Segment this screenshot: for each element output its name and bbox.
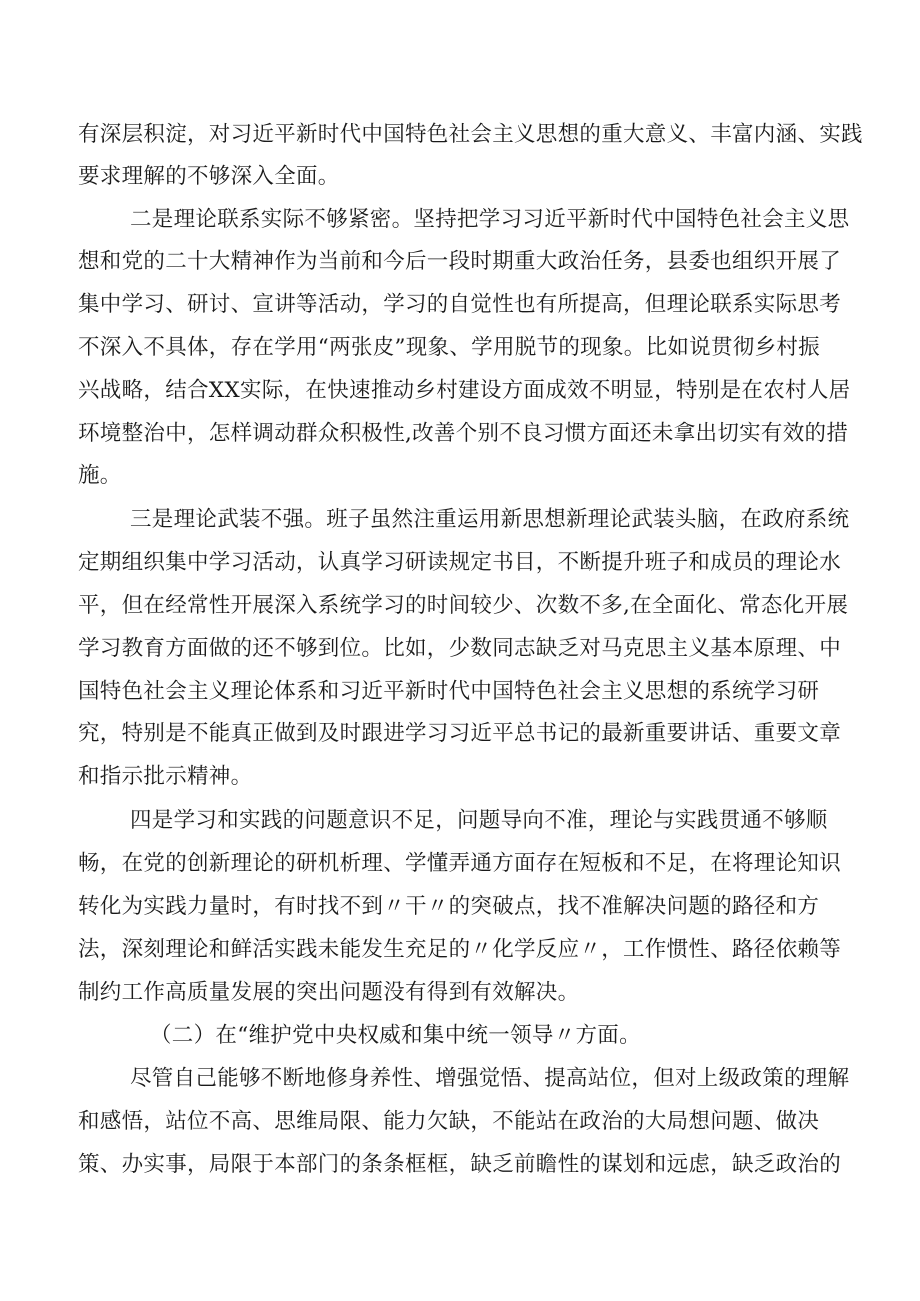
- text-line: 要求理解的不够深入全面。: [78, 164, 340, 189]
- text-line: 策、办实事，局限于本部门的条条框框，缺乏前瞻性的谋划和远虑，缺乏政治的: [78, 1152, 842, 1177]
- text-line: 学习教育方面做的还不够到位。比如，少数同志缺乏对马克思主义基本原理、中: [78, 636, 842, 661]
- text-line: 不深入不具体，存在学用“两张皮”现象、学用脱节的现象。比如说贯彻乡村振: [78, 335, 820, 360]
- text-line: 国特色社会主义理论体系和习近平新时代中国特色社会主义思想的系统学习研: [78, 679, 820, 704]
- text-line: 施。: [78, 463, 122, 488]
- text-line: 集中学习、研讨、宣讲等活动，学习的自觉性也有所提高，但理论联系实际思考: [78, 292, 842, 317]
- text-line: 制约工作高质量发展的突出问题没有得到有效解决。: [78, 980, 580, 1005]
- paragraph-start-line: 四是学习和实践的问题意识不足，问题导向不准，理论与实践贯通不够顺: [130, 808, 828, 833]
- text-line: 想和党的二十大精神作为当前和今后一段时期重大政治任务，县委也组织开展了: [78, 249, 842, 274]
- section-heading: （二）在“维护党中央权威和集中统一领导〃方面。: [150, 1023, 641, 1048]
- text-line: 和感悟，站位不高、思维局限、能力欠缺，不能站在政治的大局想问题、做决: [78, 1109, 820, 1134]
- paragraph-start-line: 尽管自己能够不断地修身养性、增强觉悟、提高站位，但对上级政策的理解: [130, 1066, 850, 1091]
- paragraph-start-line: 三是理论武装不强。班子虽然注重运用新思想新理论武装头脑，在政府系统: [130, 507, 850, 532]
- text-line: 定期组织集中学习活动，认真学习研读规定书目，不断提升班子和成员的理论水: [78, 550, 842, 575]
- text-line: 平，但在经常性开展深入系统学习的时间较少、次数不多,在全面化、常态化开展: [78, 593, 849, 618]
- text-line: 畅，在党的创新理论的研机析理、学懂弄通方面存在短板和不足，在将理论知识: [78, 851, 842, 876]
- text-line: 兴战略，结合XX实际，在快速推动乡村建设方面成效不明显，特别是在农村人居: [78, 378, 851, 403]
- text-line: 环境整治中，怎样调动群众积极性,改善个别不良习惯方面还未拿出切实有效的措: [78, 421, 849, 446]
- text-line: 究，特别是不能真正做到及时跟进学习习近平总书记的最新重要讲话、重要文章: [78, 721, 842, 746]
- text-line: 和指示批示精神。: [78, 764, 253, 789]
- text-line: 转化为实践力量时，有时找不到〃干〃的突破点，找不准解决问题的路径和方: [78, 894, 820, 919]
- paragraph-start-line: 二是理论联系实际不够紧密。坚持把学习习近平新时代中国特色社会主义思: [130, 207, 850, 232]
- text-line: 有深层积淀，对习近平新时代中国特色社会主义思想的重大意义、丰富内涵、实践: [78, 122, 863, 147]
- text-line: 法，深刻理论和鲜活实践未能发生充足的〃化学反应〃，工作惯性、路径依赖等: [78, 937, 842, 962]
